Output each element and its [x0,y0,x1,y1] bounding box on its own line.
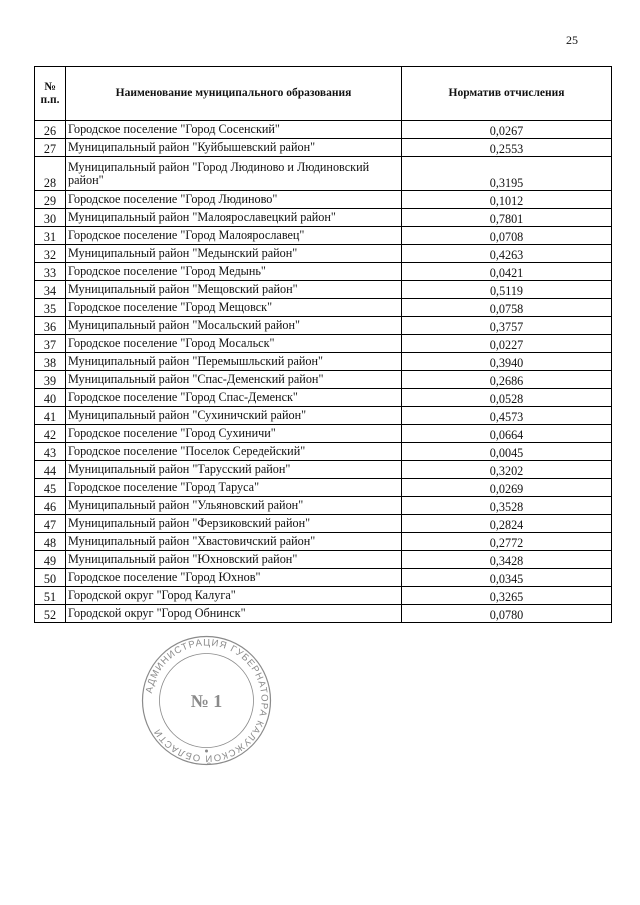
seal-number: № 1 [190,691,223,711]
row-number: 52 [35,605,66,623]
row-name: Муниципальный район "Город Людиново и Людиновский район" [66,157,402,191]
header-value: Норматив отчисления [402,67,612,121]
row-name: Городское поселение "Город Медынь" [66,263,402,281]
header-num-label: № п.п. [40,80,60,106]
row-number: 40 [35,389,66,407]
row-name: Городское поселение "Город Спас-Деменск" [66,389,402,407]
row-number: 35 [35,299,66,317]
row-number: 37 [35,335,66,353]
row-name: Городское поселение "Город Юхнов" [66,569,402,587]
seal-text: АДМИНИСТРАЦИЯ ГУБЕРНАТОРА КАЛУЖСКОЙ ОБЛАСТИ [143,637,270,764]
row-value: 0,2553 [402,139,612,157]
row-value: 0,0345 [402,569,612,587]
table-row [35,157,612,191]
row-number: 44 [35,461,66,479]
header-num [35,67,66,121]
table-row [35,443,612,461]
row-value: 0,2824 [402,515,612,533]
row-number: 49 [35,551,66,569]
row-value: 0,0421 [402,263,612,281]
row-number: 48 [35,533,66,551]
table-row [35,461,612,479]
row-number: 38 [35,353,66,371]
row-number: 29 [35,191,66,209]
table-row [35,587,612,605]
table-row [35,371,612,389]
table-header-row [35,67,612,121]
table-row [35,191,612,209]
table-row [35,533,612,551]
row-name: Городское поселение "Город Малоярославец" [66,227,402,245]
row-value: 0,0708 [402,227,612,245]
row-value: 0,0758 [402,299,612,317]
row-name: Городское поселение "Город Мосальск" [66,335,402,353]
row-name: Муниципальный район "Спас-Деменский район" [66,371,402,389]
page-number: 25 [566,33,578,47]
row-value: 0,3265 [402,587,612,605]
table-row [35,389,612,407]
row-number: 36 [35,317,66,335]
row-name: Муниципальный район "Мещовский район" [66,281,402,299]
row-name: Муниципальный район "Мосальский район" [66,317,402,335]
table-row [35,605,612,623]
row-number: 31 [35,227,66,245]
row-name: Муниципальный район "Ферзиковский район" [66,515,402,533]
row-number: 50 [35,569,66,587]
row-name: Муниципальный район "Куйбышевский район" [66,139,402,157]
row-value: 0,0045 [402,443,612,461]
table-row [35,299,612,317]
header-name: Наименование муниципального образования [66,67,402,121]
row-number: 47 [35,515,66,533]
row-number: 26 [35,121,66,139]
row-value: 0,1012 [402,191,612,209]
row-value: 0,2772 [402,533,612,551]
row-name: Городское поселение "Город Таруса" [66,479,402,497]
row-number: 45 [35,479,66,497]
row-number: 30 [35,209,66,227]
row-number: 46 [35,497,66,515]
table-row [35,335,612,353]
row-value: 0,2686 [402,371,612,389]
row-name: Городской округ "Город Обнинск" [66,605,402,623]
table-row [35,425,612,443]
row-value: 0,0528 [402,389,612,407]
row-value: 0,7801 [402,209,612,227]
row-number: 42 [35,425,66,443]
table-row [35,407,612,425]
row-value: 0,0780 [402,605,612,623]
row-name: Муниципальный район "Малоярославецкий район" [66,209,402,227]
row-name: Муниципальный район "Юхновский район" [66,551,402,569]
row-value: 0,4263 [402,245,612,263]
row-value: 0,4573 [402,407,612,425]
table-row [35,281,612,299]
table-row [35,227,612,245]
row-value: 0,3757 [402,317,612,335]
row-name: Муниципальный район "Перемышльский район" [66,353,402,371]
table-row [35,353,612,371]
table-row [35,139,612,157]
row-name: Муниципальный район "Медынский район" [66,245,402,263]
row-value: 0,3940 [402,353,612,371]
table-row [35,245,612,263]
row-value: 0,3528 [402,497,612,515]
table-row [35,317,612,335]
row-value: 0,3202 [402,461,612,479]
row-number: 33 [35,263,66,281]
row-name: Муниципальный район "Ульяновский район" [66,497,402,515]
table-row [35,263,612,281]
table-body [35,121,612,623]
row-number: 39 [35,371,66,389]
row-number: 43 [35,443,66,461]
table-row [35,121,612,139]
table-row [35,479,612,497]
row-value: 0,5119 [402,281,612,299]
table-row [35,551,612,569]
row-value: 0,3428 [402,551,612,569]
row-name: Городское поселение "Город Сосенский" [66,121,402,139]
row-value: 0,0269 [402,479,612,497]
row-number: 51 [35,587,66,605]
table-row [35,209,612,227]
row-value: 0,0267 [402,121,612,139]
row-number: 41 [35,407,66,425]
row-number: 32 [35,245,66,263]
row-name: Городское поселение "Поселок Середейский" [66,443,402,461]
row-number: 34 [35,281,66,299]
row-name: Муниципальный район "Сухиничский район" [66,407,402,425]
row-value: 0,3195 [402,157,612,191]
table-row [35,515,612,533]
table-row [35,497,612,515]
row-number: 28 [35,157,66,191]
row-name: Городское поселение "Город Мещовск" [66,299,402,317]
row-value: 0,0227 [402,335,612,353]
table-row [35,569,612,587]
row-value: 0,0664 [402,425,612,443]
row-name: Муниципальный район "Хвастовичский район" [66,533,402,551]
row-number: 27 [35,139,66,157]
official-seal [139,633,274,768]
row-name: Городское поселение "Город Сухиничи" [66,425,402,443]
row-name: Городское поселение "Город Людиново" [66,191,402,209]
row-name: Городской округ "Город Калуга" [66,587,402,605]
normative-table [34,66,612,623]
row-name: Муниципальный район "Тарусский район" [66,461,402,479]
